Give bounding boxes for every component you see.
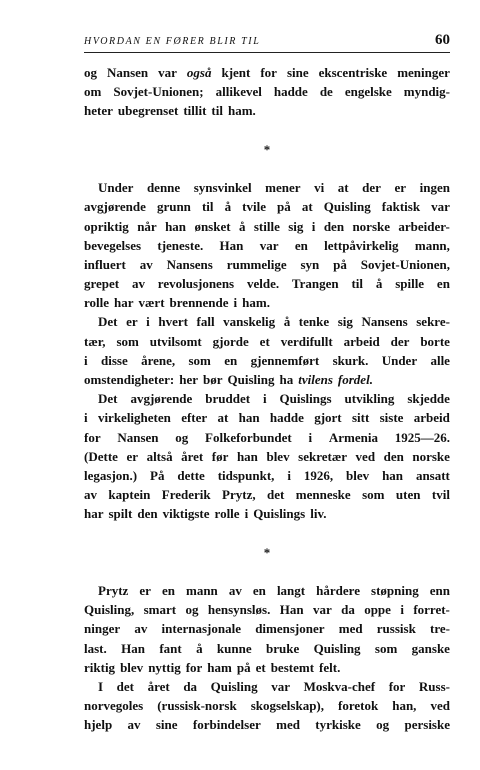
text-line: avgjørende grunn til å tvile på at Quisling faktisk var bbox=[84, 199, 450, 215]
body-text bbox=[84, 63, 450, 735]
text-line: Under denne synsvinkel mener vi at der er ingen bbox=[98, 180, 450, 196]
text-line: norvegoles (russisk-norsk skogselskap), foretok han, ved bbox=[84, 698, 450, 714]
text-line: i disse årene, som en gjennemført skurk. Under alle bbox=[84, 352, 450, 368]
text-line: heter ubegrenset tillit til ham. bbox=[84, 103, 256, 119]
text-line: for Nansen og Folkeforbundet i Armenia 1925—26. bbox=[84, 429, 450, 445]
text-line: last. Han fant å kunne bruke Quisling som ganske bbox=[84, 640, 450, 656]
text-line: om Sovjet-Unionen; allikevel hadde de engelske myndig- bbox=[84, 84, 450, 100]
section-separator: * bbox=[263, 141, 271, 157]
running-title: HVORDAN EN FØRER BLIR TIL bbox=[84, 36, 261, 47]
text-line: og Nansen var også kjent for sine ekscentriske meninger bbox=[84, 65, 450, 80]
section-separator: * bbox=[263, 544, 271, 560]
text-line: Prytz er en mann av en langt hårdere støpning enn bbox=[98, 583, 450, 599]
text-line: grepet av revolusjonens velde. Trangen til å spille en bbox=[84, 276, 450, 292]
text-line: influert av Nansens rummelige syn på Sovjet-Unionen, bbox=[84, 256, 450, 272]
text-line: I det året da Quisling var Moskva-chef for Russ- bbox=[98, 679, 450, 694]
text-line: opriktig når han ønsket å stille sig i den norske arbeider- bbox=[84, 218, 450, 234]
text-line: legasjon.) På dette tidspunkt, i 1926, blev han ansatt bbox=[84, 467, 450, 483]
text-line: omstendigheter: her bør Quisling ha tvilens fordel. bbox=[84, 372, 373, 387]
text-line: Det avgjørende bruddet i Quislings utvikling skjedde bbox=[98, 391, 450, 407]
text-line: tær, som utvilsomt gjorde et verdifullt arbeid der borte bbox=[84, 333, 450, 349]
text-line: av kaptein Frederik Prytz, det menneske som uten tvil bbox=[84, 487, 450, 503]
text-line: riktig blev nyttig for ham på et bestemt felt. bbox=[84, 659, 341, 675]
text-line: Quisling, smart og hensynsløs. Han var da oppe i forret- bbox=[84, 602, 450, 618]
header-rule bbox=[84, 52, 450, 53]
text-line: rolle har vært brennende i ham. bbox=[84, 295, 270, 311]
page-number: 60 bbox=[435, 32, 450, 48]
text-line: bevegelses tjeneste. Han var en lettpåvirkelig mann, bbox=[84, 237, 450, 253]
text-line: Det er i hvert fall vanskelig å tenke sig Nansens sekre- bbox=[98, 314, 450, 330]
text-line: har spilt den viktigste rolle i Quislings liv. bbox=[84, 506, 327, 522]
page-header bbox=[84, 30, 450, 54]
text-line: hjelp av sine forbindelser med tyrkiske og persiske bbox=[84, 717, 450, 733]
text-line: i virkeligheten efter at han hadde gjort sitt siste arbeid bbox=[84, 410, 450, 426]
text-line: ninger av internasjonale dimensjoner med russisk tre- bbox=[84, 621, 450, 637]
text-line: (Dette er altså året før han blev sekretær ved den norske bbox=[84, 448, 450, 464]
